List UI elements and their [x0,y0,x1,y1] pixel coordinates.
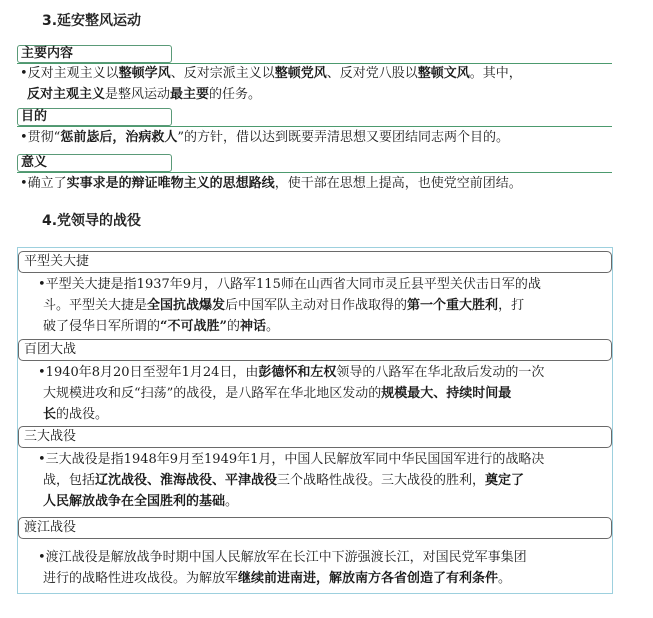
emphasis-text: “不可战胜” [160,319,227,334]
emphasis-text: 继续前进南进，解放南方各省创造了有利条件 [238,571,499,586]
text-line [20,173,612,194]
emphasis-text: 整顿党风 [274,66,327,81]
emphasis-text: 反对主观主义 [27,87,106,102]
emphasis-text: 整顿学风 [118,66,171,81]
text-line [38,274,604,295]
body-text: 。 [498,571,512,586]
emphasis-text: 整顿文风 [417,66,470,81]
battle-text-baituan [38,362,604,425]
battle-title-baituan: 百团大战 [18,339,612,361]
body-text: ，打 [498,298,525,313]
emphasis-text: 最主要 [170,87,210,102]
body-text: ”的方针，借以达到既要弄清思想又要团结同志两个目的。 [177,130,509,145]
text-line [38,362,604,383]
body-text: •平型关大捷是指1937年9月，八路军115师在山西省大同市灵丘县平型关伏击日军的战 [38,277,541,292]
emphasis-text: 第一个重大胜利 [407,298,499,313]
emphasis-text: 长 [43,407,57,422]
emphasis-text: 辽沈战役、淮海战役、平津战役 [95,473,278,488]
emphasis-text: 彭德怀和左权 [258,365,337,380]
text-line [38,547,604,568]
text-line [38,568,604,589]
label-main-content: 主要内容 [17,45,172,63]
body-text: •1940年8月20日至翌年1月24日，由 [38,365,259,380]
label-significance: 意义 [17,154,172,172]
body-text: 大规模进攻和反“扫荡”的战役，是八路军在华北地区发动的 [43,386,382,401]
text-line [38,404,604,425]
body-text: 进行的战略性进攻战役。为解放军 [43,571,239,586]
body-text: 的 [226,319,240,334]
significance-text [20,173,612,194]
body-text: 、反对宗派主义以 [170,66,275,81]
text-line [38,470,604,491]
body-text: 的任务。 [209,87,262,102]
section-heading-yanan: 3.延安整风运动 [42,13,142,29]
text-line [38,316,604,337]
emphasis-text: 奠定了 [485,473,525,488]
text-line [38,449,604,470]
body-text: 是整风运动 [105,87,171,102]
main-content-text [20,63,612,105]
emphasis-text: 规模最大、持续时间最 [381,386,512,401]
emphasis-text: 神话 [240,319,267,334]
body-text: ，使干部在思想上提高，也使党空前团结。 [274,176,522,191]
battle-text-three-campaigns [38,449,604,512]
body-text: •确立了 [20,176,67,191]
body-text: 后中国军队主动对日作战取得的 [225,298,408,313]
battle-title-dujiang: 渡江战役 [18,517,612,539]
emphasis-text: 实事求是的辩证唯物主义的思想路线 [66,176,275,191]
text-line [20,84,612,105]
battle-text-dujiang [38,547,604,589]
battle-text-pingxingguan [38,274,604,337]
body-text: 。其中， [469,66,522,81]
body-text: •反对主观主义以 [20,66,119,81]
emphasis-text: 人民解放战争在全国胜利的基础 [43,494,226,509]
body-text: •贯彻“ [20,130,61,145]
body-text: •三大战役是指1948年9月至1949年1月，中国人民解放军同中华民国国军进行的战略决 [38,452,545,467]
label-purpose: 目的 [17,108,172,126]
body-text: 斗。平型关大捷是 [43,298,148,313]
body-text: 破了侵华日军所谓的 [43,319,161,334]
body-text: •渡江战役是解放战争时期中国人民解放军在长江中下游强渡长江，对国民党军事集团 [38,550,527,565]
section-heading-battles: 4.党领导的战役 [42,213,142,229]
text-line [38,491,604,512]
text-line [20,63,612,84]
body-text: 战，包括 [43,473,96,488]
battle-title-pingxingguan: 平型关大捷 [18,251,612,273]
text-line [20,127,612,148]
body-text: 、反对党八股以 [326,66,418,81]
battle-title-three-campaigns: 三大战役 [18,426,612,448]
body-text: 三个战略性战役。三大战役的胜利， [277,473,486,488]
text-line [38,383,604,404]
purpose-text [20,127,612,148]
emphasis-text: 惩前毖后，治病救人 [60,130,178,145]
body-text: 领导的八路军在华北敌后发动的一次 [336,365,545,380]
body-text: 的战役。 [56,407,109,422]
body-text: 。 [225,494,239,509]
emphasis-text: 全国抗战爆发 [147,298,226,313]
text-line [38,295,604,316]
body-text: 。 [266,319,280,334]
